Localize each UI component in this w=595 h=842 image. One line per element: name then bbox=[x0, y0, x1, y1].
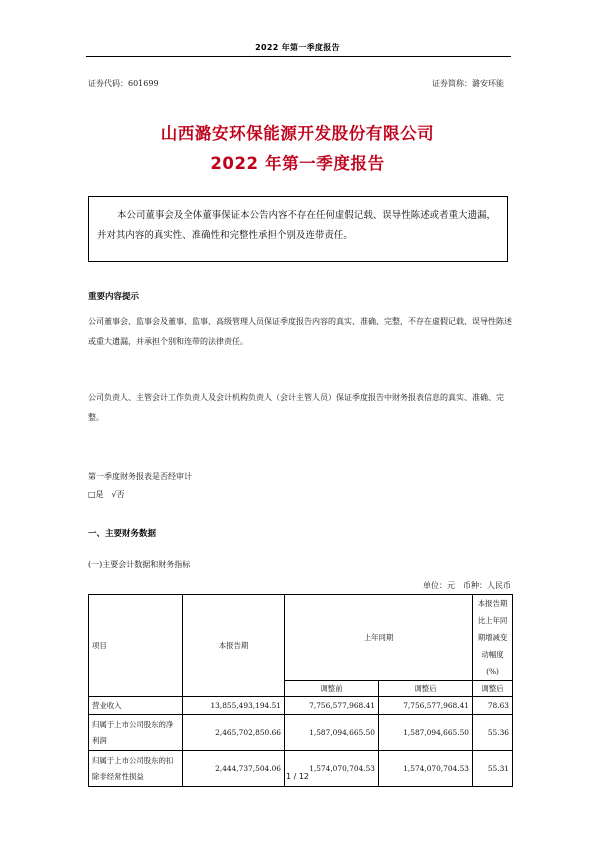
important-heading: 重要内容提示 bbox=[88, 292, 140, 302]
page-header-title: 2022 年第一季度报告 bbox=[255, 43, 340, 52]
company-name-title: 山西潞安环保能源开发股份有限公司 bbox=[160, 124, 435, 143]
subheader-change-after: 调整后 bbox=[473, 681, 513, 697]
currency-unit: 单位：元 币种：人民币 bbox=[423, 581, 511, 590]
header-last-year: 上年同期 bbox=[285, 595, 473, 681]
board-statement-box: 本公司董事会及全体董事保证本公告内容不存在任何虚假记载、误导性陈述或者重大遗漏，并对其内容的真实性、准确性和完整性承担个别及连带责任。 bbox=[88, 196, 508, 262]
page-number: 1 / 12 bbox=[285, 772, 310, 781]
row-before: 1,587,094,665.50 bbox=[285, 715, 379, 751]
important-paragraph-1: 公司董事会、监事会及董事、监事、高级管理人员保证季度报告内容的真实、准确、完整，不存在虚假记载、误导性陈述或重大遗漏，并承担个别和连带的法律责任。 bbox=[88, 317, 512, 346]
row-after: 1,587,094,665.50 bbox=[379, 715, 473, 751]
report-title: 2022 年第一季度报告 bbox=[210, 154, 385, 173]
table-row bbox=[89, 715, 513, 751]
row-item: 归属于上市公司股东的扣除非经常性损益 bbox=[89, 751, 183, 787]
financial-data-table bbox=[88, 594, 513, 787]
audit-question: 第一季度财务报表是否经审计 bbox=[88, 472, 192, 481]
row-change: 78.63 bbox=[473, 697, 513, 715]
row-current: 13,855,493,194.51 bbox=[183, 697, 285, 715]
subheader-before: 调整前 bbox=[285, 681, 379, 697]
row-change: 55.31 bbox=[473, 751, 513, 787]
row-current: 2,444,737,504.06 bbox=[183, 751, 285, 787]
audit-answer: □是 √否 bbox=[88, 490, 125, 499]
table-row bbox=[89, 697, 513, 715]
row-before: 7,756,577,968.41 bbox=[285, 697, 379, 715]
security-abbreviation: 证券简称：潞安环能 bbox=[432, 79, 504, 88]
row-change: 55.36 bbox=[473, 715, 513, 751]
header-divider bbox=[86, 56, 511, 57]
section-1-heading: 一、主要财务数据 bbox=[88, 529, 157, 539]
subheader-after: 调整后 bbox=[379, 681, 473, 697]
row-item: 营业收入 bbox=[89, 697, 183, 715]
row-before: 1,574,070,704.53 bbox=[285, 751, 379, 787]
header-current-period: 本报告期 bbox=[183, 595, 285, 697]
header-item: 项目 bbox=[89, 595, 183, 697]
table-header-row bbox=[89, 595, 513, 681]
row-after: 1,574,070,704.53 bbox=[379, 751, 473, 787]
important-paragraph-2: 公司负责人、主管会计工作负责人及会计机构负责人（会计主管人员）保证季度报告中财务报表信息的真实、准确、完整。 bbox=[88, 393, 504, 422]
section-1-subheading: (一)主要会计数据和财务指标 bbox=[88, 560, 191, 569]
row-after: 7,756,577,968.41 bbox=[379, 697, 473, 715]
header-change: 本报告期比上年同期增减变动幅度(%) bbox=[473, 595, 513, 681]
security-code: 证券代码：601699 bbox=[88, 79, 159, 88]
table-row bbox=[89, 751, 513, 787]
row-item: 归属于上市公司股东的净利润 bbox=[89, 715, 183, 751]
row-current: 2,465,702,850.66 bbox=[183, 715, 285, 751]
